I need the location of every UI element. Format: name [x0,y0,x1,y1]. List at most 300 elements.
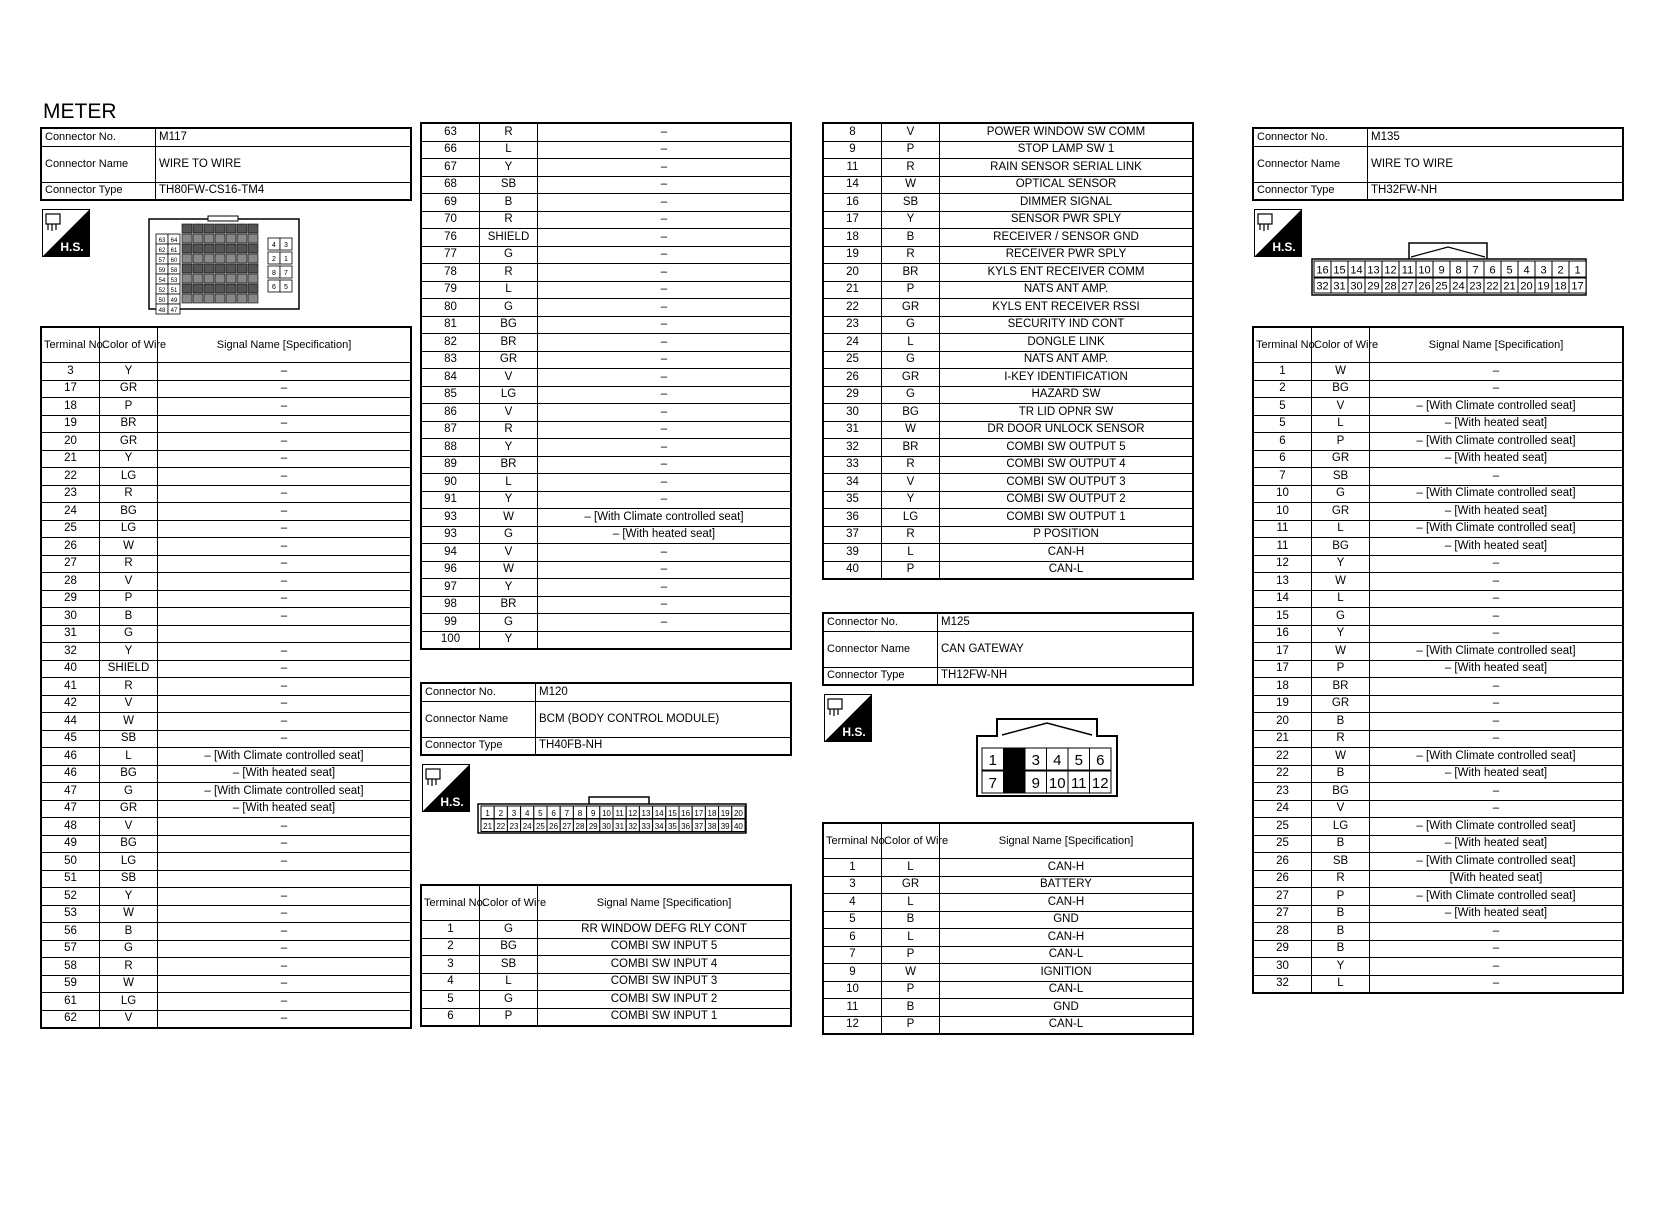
pin-number: 6 [272,284,276,291]
pin-number: 8 [577,808,583,818]
pin-number: 6 [1096,752,1105,770]
table-row [823,526,1193,544]
terminal-no: 57 [41,940,100,958]
terminal-no: 53 [41,905,100,923]
terminal-no: 4 [421,973,480,991]
terminal-no: 29 [823,386,882,404]
pin-number: 13 [641,808,651,818]
wire-color: G [1312,608,1370,626]
connector-name-value: BCM (BODY CONTROL MODULE) [536,701,792,737]
connector-no-label: Connector No. [41,128,156,146]
table-row [421,229,791,247]
wire-color: B [882,911,940,929]
pin-cell [182,244,192,253]
wire-color: W [1312,748,1370,766]
connector-m135-face [1311,241,1587,297]
wire-color: B [1312,940,1370,958]
terminal-no: 59 [41,975,100,993]
terminal-no: 30 [41,608,100,626]
pin-number: 47 [170,308,178,314]
signal-name: RECEIVER PWR SPLY [940,246,1194,264]
terminal-no: 22 [1253,765,1312,783]
wire-color: P [1312,433,1370,451]
terminal-table-m135 [1252,326,1624,994]
signal-name: – [158,520,412,538]
wire-color: GR [1312,503,1370,521]
signal-name: – [1370,590,1624,608]
terminal-no: 16 [1253,625,1312,643]
wire-color: LG [100,993,158,1011]
table-row [41,415,411,433]
pin-cell [237,284,247,293]
table-row [1253,503,1623,521]
pin-number: 5 [538,808,543,818]
pin-number: 2 [498,808,504,818]
table-row [41,433,411,451]
wire-color: W [882,964,940,982]
signal-name: – [158,713,412,731]
terminal-no: 51 [41,870,100,888]
terminal-no: 12 [1253,555,1312,573]
table-row [1253,975,1623,993]
signal-name: CAN-H [940,544,1194,562]
signal-name: – [1370,975,1624,993]
wire-color: W [480,509,538,527]
terminal-table-m117 [40,326,412,1029]
table-row [421,1008,791,1026]
signal-name: – [With heated seat] [158,765,412,783]
wire-color: BR [480,456,538,474]
connector-diagram-m135 [1252,201,1624,326]
terminal-no: 30 [1253,958,1312,976]
wire-color: B [1312,713,1370,731]
wire-color: BR [1312,678,1370,696]
terminal-no: 14 [1253,590,1312,608]
table-row [421,526,791,544]
table-row [823,351,1193,369]
wire-color: SHIELD [100,660,158,678]
signal-name: – [158,450,412,468]
terminal-no: 68 [421,176,480,194]
pin-cell [193,264,203,273]
pin-number: 9 [1438,264,1445,277]
table-row [421,386,791,404]
terminal-no: 34 [823,474,882,492]
signal-name: CAN-H [940,894,1194,912]
pin-cell [215,254,225,263]
connector-name-value: CAN GATEWAY [938,631,1194,667]
table-row [1253,398,1623,416]
table-row [41,468,411,486]
wire-color: L [480,281,538,299]
pin-cell [193,284,203,293]
signal-name: – [538,299,792,317]
pin-cell [248,264,258,273]
terminal-no: 90 [421,474,480,492]
pin-cell [215,224,225,233]
wire-color: L [882,894,940,912]
table-row [421,938,791,956]
wire-color: W [1312,363,1370,381]
terminal-no: 28 [1253,923,1312,941]
pin-number: 14 [1350,264,1363,277]
pin-number: 36 [681,821,691,831]
table-row [41,485,411,503]
wire-color: R [1312,730,1370,748]
pin-number: 29 [1367,280,1380,293]
wire-color: GR [882,299,940,317]
signal-name: COMBI SW OUTPUT 2 [940,491,1194,509]
pin-number: 2 [1557,264,1564,277]
pin-number: 60 [170,258,178,264]
terminal-no: 41 [41,678,100,696]
terminal-no: 32 [41,643,100,661]
signal-name: SENSOR PWR SPLY [940,211,1194,229]
signal-name: – [With Climate controlled seat] [1370,520,1624,538]
signal-name: – [538,351,792,369]
table-row [1253,678,1623,696]
table-row [41,380,411,398]
pin-number: 16 [1316,264,1329,277]
table-row [823,229,1193,247]
wire-color: Y [1312,555,1370,573]
wire-color: B [1312,835,1370,853]
pin-cell [226,284,236,293]
wire-color: GR [100,380,158,398]
terminal-no: 33 [823,456,882,474]
pin-number: 32 [628,821,638,831]
table-row [41,538,411,556]
wire-color: BG [1312,538,1370,556]
table-row [421,561,791,579]
pin-cell [215,294,225,303]
wire-color: LG [100,853,158,871]
pin-cell [248,294,258,303]
signal-name: – [1370,363,1624,381]
signal-name: – [158,485,412,503]
signal-name: – [158,538,412,556]
pin-cell [204,254,214,263]
wire-color: W [882,421,940,439]
terminal-no: 81 [421,316,480,334]
table-row [421,351,791,369]
signal-name: – [538,369,792,387]
pin-cell [215,274,225,283]
pin-number: 30 [601,821,611,831]
wire-color: G [1312,485,1370,503]
terminal-no: 3 [421,956,480,974]
terminal-no: 79 [421,281,480,299]
pin-cell [204,234,214,243]
table-row [421,264,791,282]
terminal-no: 20 [41,433,100,451]
table-row [41,1010,411,1028]
terminal-no: 19 [41,415,100,433]
wire-color: R [480,421,538,439]
pin-number: 7 [988,775,997,793]
terminal-no: 87 [421,421,480,439]
terminal-no: 26 [1253,870,1312,888]
pin-number: 15 [667,808,677,818]
terminal-no: 19 [823,246,882,264]
signal-name: COMBI SW OUTPUT 4 [940,456,1194,474]
signal-name: – [With heated seat] [1370,905,1624,923]
table-row [421,456,791,474]
terminal-table-m125 [822,822,1194,1035]
wire-color: SB [1312,468,1370,486]
table-row [823,194,1193,212]
table-row [421,614,791,632]
terminal-no: 18 [41,398,100,416]
terminal-no: 6 [1253,433,1312,451]
terminal-no: 6 [1253,450,1312,468]
terminal-no: 36 [823,509,882,527]
signal-name: – [158,940,412,958]
pin-cell [182,254,192,263]
pin-number: 19 [720,808,730,818]
table-row [421,123,791,141]
terminal-no: 10 [1253,503,1312,521]
wire-color: BG [882,404,940,422]
terminal-no: 21 [41,450,100,468]
terminal-no: 46 [41,748,100,766]
signal-name: COMBI SW INPUT 5 [538,938,792,956]
signal-name [158,870,412,888]
table-row [421,421,791,439]
table-row [1253,800,1623,818]
table-row [823,474,1193,492]
terminal-table-m120 [420,884,792,1027]
pin-number: 1 [485,808,490,818]
terminal-no: 22 [1253,748,1312,766]
table-row [421,956,791,974]
table-row [421,544,791,562]
pin-number: 3 [511,808,517,818]
pin-cell [215,284,225,293]
signal-name: – [158,608,412,626]
signal-name: – [538,194,792,212]
signal-name: – [With Climate controlled seat] [1370,888,1624,906]
table-row [421,474,791,492]
wire-color: LG [882,509,940,527]
wire-color: SB [100,730,158,748]
pin-cell [226,234,236,243]
signal-name: I-KEY IDENTIFICATION [940,369,1194,387]
pin-cell [182,274,192,283]
table-row [41,975,411,993]
pin-number: 9 [590,808,596,818]
terminal-no: 82 [421,334,480,352]
pin-number: 52 [158,288,166,294]
signal-name: – [158,380,412,398]
wire-color: R [100,555,158,573]
terminal-no: 6 [421,1008,480,1026]
connector-no-value: M125 [938,613,1194,631]
wire-color: R [882,159,940,177]
table-row [1253,870,1623,888]
connector-no-value: M135 [1368,128,1624,146]
signal-name: – [158,905,412,923]
pin-number: 31 [615,821,625,831]
pin-number: 34 [654,821,664,831]
pin-cell [182,264,192,273]
pin-cell [204,284,214,293]
terminal-no: 19 [1253,695,1312,713]
signal-name: – [158,503,412,521]
wire-color: G [100,625,158,643]
pin-cell [193,224,203,233]
signal-name: COMBI SW OUTPUT 5 [940,439,1194,457]
signal-name: – [158,398,412,416]
terminal-no: 27 [41,555,100,573]
terminal-no: 23 [41,485,100,503]
pin-number: 10 [1418,264,1431,277]
wire-color: Y [1312,958,1370,976]
table-row [1253,625,1623,643]
signal-name: – [538,579,792,597]
wire-color: V [1312,398,1370,416]
wire-color: B [882,999,940,1017]
signal-name: – [1370,380,1624,398]
pin-cell [226,224,236,233]
terminal-no: 3 [41,363,100,381]
table-row [1253,923,1623,941]
terminal-no: 17 [823,211,882,229]
pin-number: 7 [1472,264,1479,277]
connector-type-label: Connector Type [41,182,156,200]
column-m125 [822,122,1194,1035]
wire-color: BR [882,264,940,282]
terminal-no: 89 [421,456,480,474]
table-row [823,509,1193,527]
terminal-no: 13 [1253,573,1312,591]
pin-number: 21 [483,821,493,831]
signal-name: IGNITION [940,964,1194,982]
table-row [1253,958,1623,976]
table-row [41,590,411,608]
signal-name: – [1370,625,1624,643]
table-row [41,503,411,521]
wire-color: Y [882,491,940,509]
terminal-no: 32 [823,439,882,457]
signal-name: – [538,421,792,439]
wire-color: P [882,141,940,159]
table-row [1253,713,1623,731]
pin-number: 2 [272,256,276,263]
signal-name: TR LID OPNR SW [940,404,1194,422]
signal-name: P POSITION [940,526,1194,544]
pin-number: 6 [551,808,556,818]
signal-name: – [158,1010,412,1028]
table-row [41,958,411,976]
table-row [421,141,791,159]
wire-color: G [100,783,158,801]
terminal-no: 66 [421,141,480,159]
signal-name: – [538,614,792,632]
wire-color: V [100,818,158,836]
pin-number: 10 [1048,775,1066,793]
pin-cell [237,224,247,233]
table-row [1253,380,1623,398]
wire-color: W [480,561,538,579]
table-row [41,870,411,888]
terminal-no: 61 [41,993,100,1011]
table-row [1253,730,1623,748]
terminal-no: 5 [1253,415,1312,433]
table-row [1253,765,1623,783]
connector-no-label: Connector No. [1253,128,1368,146]
terminal-no: 37 [823,526,882,544]
signal-name: – [1370,555,1624,573]
terminal-no: 24 [1253,800,1312,818]
pin-cell [248,224,258,233]
pin-number: 12 [628,808,638,818]
wire-color: Y [480,491,538,509]
terminal-no: 80 [421,299,480,317]
wire-color: SB [480,176,538,194]
pin-cell [204,244,214,253]
terminal-no: 63 [421,123,480,141]
signal-name: – [158,923,412,941]
table-row [1253,660,1623,678]
wire-color: V [1312,800,1370,818]
connector-m125-face [972,718,1122,798]
wire-color: G [480,526,538,544]
wire-color: Y [100,363,158,381]
signal-name: RR WINDOW DEFG RLY CONT [538,921,792,939]
wire-color: Y [1312,625,1370,643]
pin-number: 48 [158,308,166,314]
terminal-no: 25 [1253,835,1312,853]
terminal-no: 24 [41,503,100,521]
pin-number: 13 [1367,264,1380,277]
table-row [41,678,411,696]
wire-color: P [480,1008,538,1026]
pin-number: 5 [284,284,288,291]
wire-color: BG [100,835,158,853]
table-row [421,159,791,177]
signal-name: – [538,474,792,492]
wire-color: Y [480,439,538,457]
pin-cell [215,244,225,253]
signal-name: SECURITY IND CONT [940,316,1194,334]
pin-number: 27 [562,821,572,831]
wire-color: LG [100,520,158,538]
pin-number: 1 [988,752,997,770]
wire-color: G [480,991,538,1009]
connector-info-m117 [40,127,412,201]
signal-name: CAN-H [940,859,1194,877]
pin-cell [237,244,247,253]
table-row [1253,538,1623,556]
signal-name: – [With heated seat] [1370,765,1624,783]
terminal-no: 5 [1253,398,1312,416]
signal-name: NATS ANT AMP. [940,351,1194,369]
wire-color: L [882,334,940,352]
table-row [41,783,411,801]
terminal-no: 5 [823,911,882,929]
wire-color: GR [100,433,158,451]
terminal-no: 2 [1253,380,1312,398]
signal-name: GND [940,911,1194,929]
terminal-no: 32 [1253,975,1312,993]
terminal-no: 45 [41,730,100,748]
pin-cell [204,224,214,233]
table-row [41,835,411,853]
signal-name: – [158,555,412,573]
wire-color: GR [100,800,158,818]
terminal-no: 25 [823,351,882,369]
